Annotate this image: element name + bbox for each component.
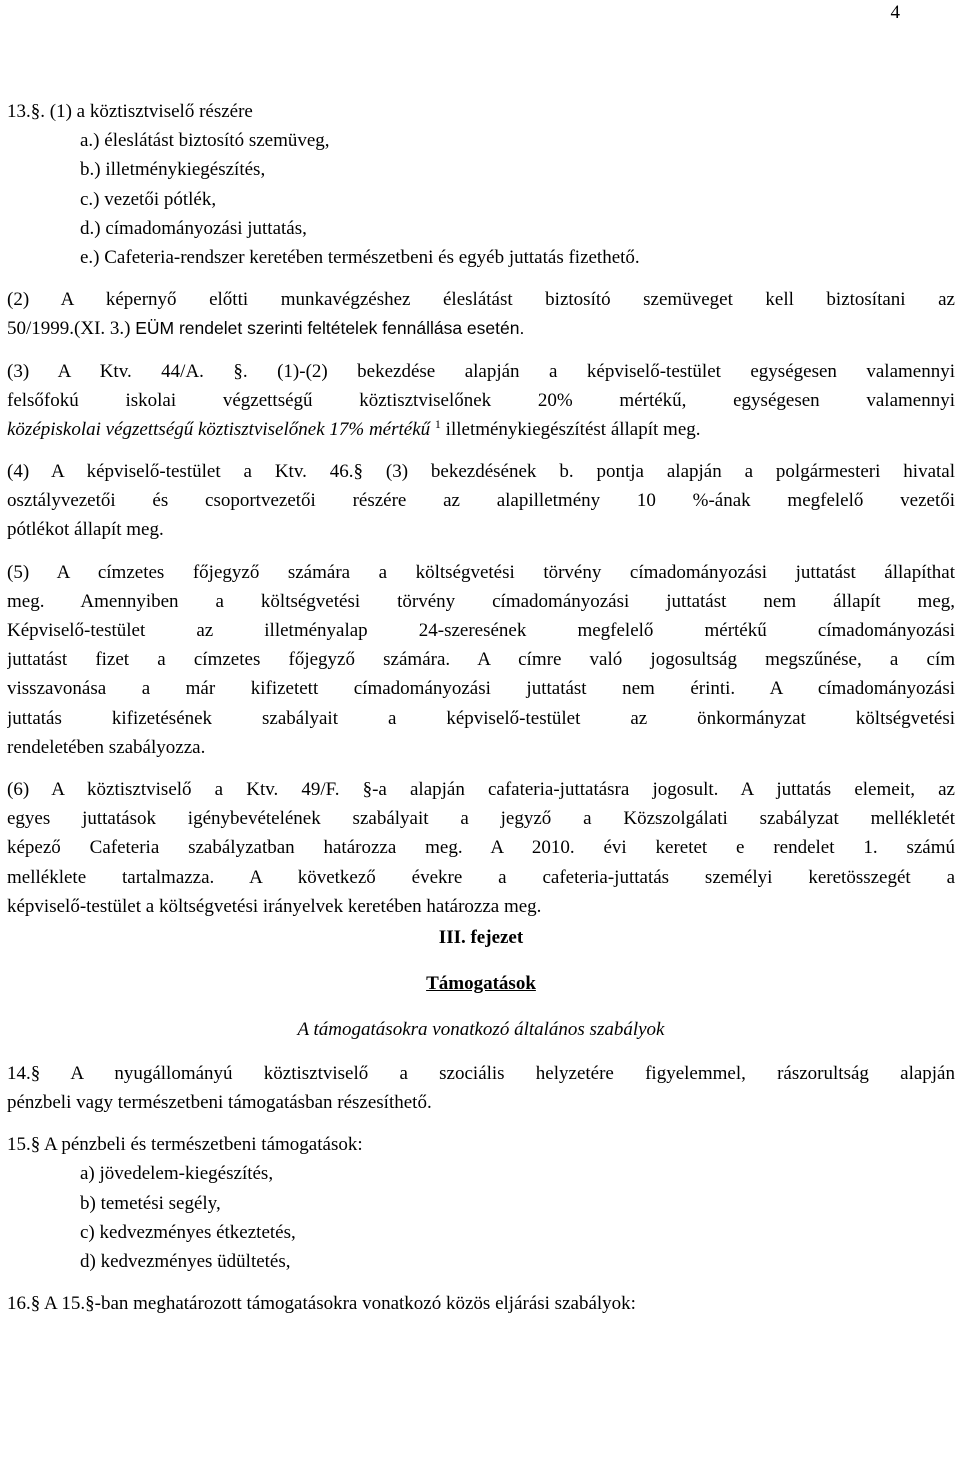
paragraph-line: juttatás kifizetésének szabályait a képviselő-testület az önkormányzat költségvetési xyxy=(7,707,955,729)
list-item: e.) Cafeteria-rendszer keretében természetbeni és egyéb juttatás fizethető. xyxy=(80,246,640,268)
decree-text: EÜM rendelet szerinti feltételek fennállása esetén. xyxy=(135,318,525,339)
paragraph-line: (2) A képernyő előtti munkavégzéshez éleslátást biztosító szemüveget kell biztosítani az xyxy=(7,289,955,311)
chapter-title: Támogatások xyxy=(426,972,536,994)
section-13-intro: 13.§. (1) a köztisztviselő részére xyxy=(7,101,253,122)
paragraph-line: felsőfokú iskolai végzettségű köztisztviselőnek 20% mértékű, egységesen valamennyi xyxy=(7,389,955,411)
list-item: c.) vezetői pótlék, xyxy=(80,188,217,210)
list-item: a.) éleslátást biztosító szemüveg, xyxy=(80,130,330,152)
paragraph-13-4 xyxy=(7,457,955,545)
list-item: c) kedvezményes étkeztetés, xyxy=(80,1221,296,1243)
list-item: a) jövedelem-kiegészítés, xyxy=(80,1163,274,1185)
paragraph-line: meg. Amennyiben a költségvetési törvény címadományozási juttatást nem állapít meg, xyxy=(7,590,955,612)
paragraph-line: rendeletében szabályozza. xyxy=(7,736,206,758)
document-body xyxy=(7,97,955,1318)
list-item: b) temetési segély, xyxy=(80,1192,221,1214)
section-15-intro: 15.§ A pénzbeli és természetbeni támogatások: xyxy=(7,1134,363,1156)
chapter-subtitle: A támogatásokra vonatkozó általános szabályok xyxy=(297,1018,665,1040)
paragraph-13-6 xyxy=(7,775,955,921)
section-16: 16.§ A 15.§-ban meghatározott támogatásokra vonatkozó közös eljárási szabályok: xyxy=(7,1293,636,1315)
paragraph-line: pótlékot állapít meg. xyxy=(7,519,164,541)
list-item: d) kedvezményes üdültetés, xyxy=(80,1251,291,1272)
paragraph-13-5 xyxy=(7,558,955,762)
paragraph-line: pénzbeli vagy természetbeni támogatásban részesíthető. xyxy=(7,1092,432,1114)
italic-text: középiskolai végzettségű köztisztviselőnek 17% mértékű xyxy=(7,418,431,440)
section-14 xyxy=(7,1059,955,1117)
paragraph-13-3 xyxy=(7,357,955,445)
paragraph-line: Képviselő-testület az illetményalap 24-szeresének megfelelő mértékű címadományozási xyxy=(7,620,955,641)
paragraph-line: juttatást fizet a címzetes főjegyző számára. A címre való jogosultság megszűnése, a cím xyxy=(7,649,955,671)
paragraph-line: osztályvezetői és csoportvezetői részére az alapilletmény 10 %-ának megfelelő vezetői xyxy=(7,490,955,512)
paragraph-line: (6) A köztisztviselő a Ktv. 49/F. §-a alapján cafateria-juttatásra jogosult. A juttatás elemeit, az xyxy=(7,778,955,800)
paragraph-line: képviselő-testület a költségvetési irányelvek keretében határozza meg. xyxy=(7,895,542,917)
paragraph-line: melléklete tartalmazza. A következő évekre a cafeteria-juttatás személyi keretösszegét a xyxy=(7,866,955,888)
paragraph-text: illetménykiegészítést állapít meg. xyxy=(440,418,701,440)
page-number: 4 xyxy=(890,2,900,23)
paragraph-line: (4) A képviselő-testület a Ktv. 46.§ (3) bekezdésének b. pontja alapján a polgármesteri hivatal xyxy=(7,461,955,483)
paragraph-line xyxy=(7,314,955,343)
paragraph-13-2 xyxy=(7,285,955,343)
paragraph-line: (3) A Ktv. 44/A. §. (1)-(2) bekezdése alapján a képviselő-testület egységesen valamennyi xyxy=(7,360,955,382)
paragraph-line xyxy=(7,415,955,444)
paragraph-line: (5) A címzetes főjegyző számára a költségvetési törvény címadományozási juttatást állapíthat xyxy=(7,561,955,583)
list-item: d.) címadományozási juttatás, xyxy=(80,217,307,239)
paragraph-line: 14.§ A nyugállományú köztisztviselő a szociális helyzetére figyelemmel, rászorultság alapján xyxy=(7,1062,955,1084)
chapter-number: III. fejezet xyxy=(438,926,524,948)
list-item: b.) illetménykiegészítés, xyxy=(80,159,266,181)
footnote-marker[interactable]: 1 xyxy=(434,416,441,431)
paragraph-line: visszavonása a már kifizetett címadományozási juttatást nem érinti. A címadományozási xyxy=(7,678,955,700)
paragraph-line: egyes juttatások igénybevételének szabályait a jegyző a Közszolgálati szabályzat mellékletét xyxy=(7,808,955,830)
decree-ref: 50/1999.(XI. 3.) xyxy=(7,318,136,340)
section-15 xyxy=(7,1130,955,1276)
paragraph-line: képező Cafeteria szabályzatban határozza meg. A 2010. évi keretet e rendelet 1. számú xyxy=(7,837,955,859)
